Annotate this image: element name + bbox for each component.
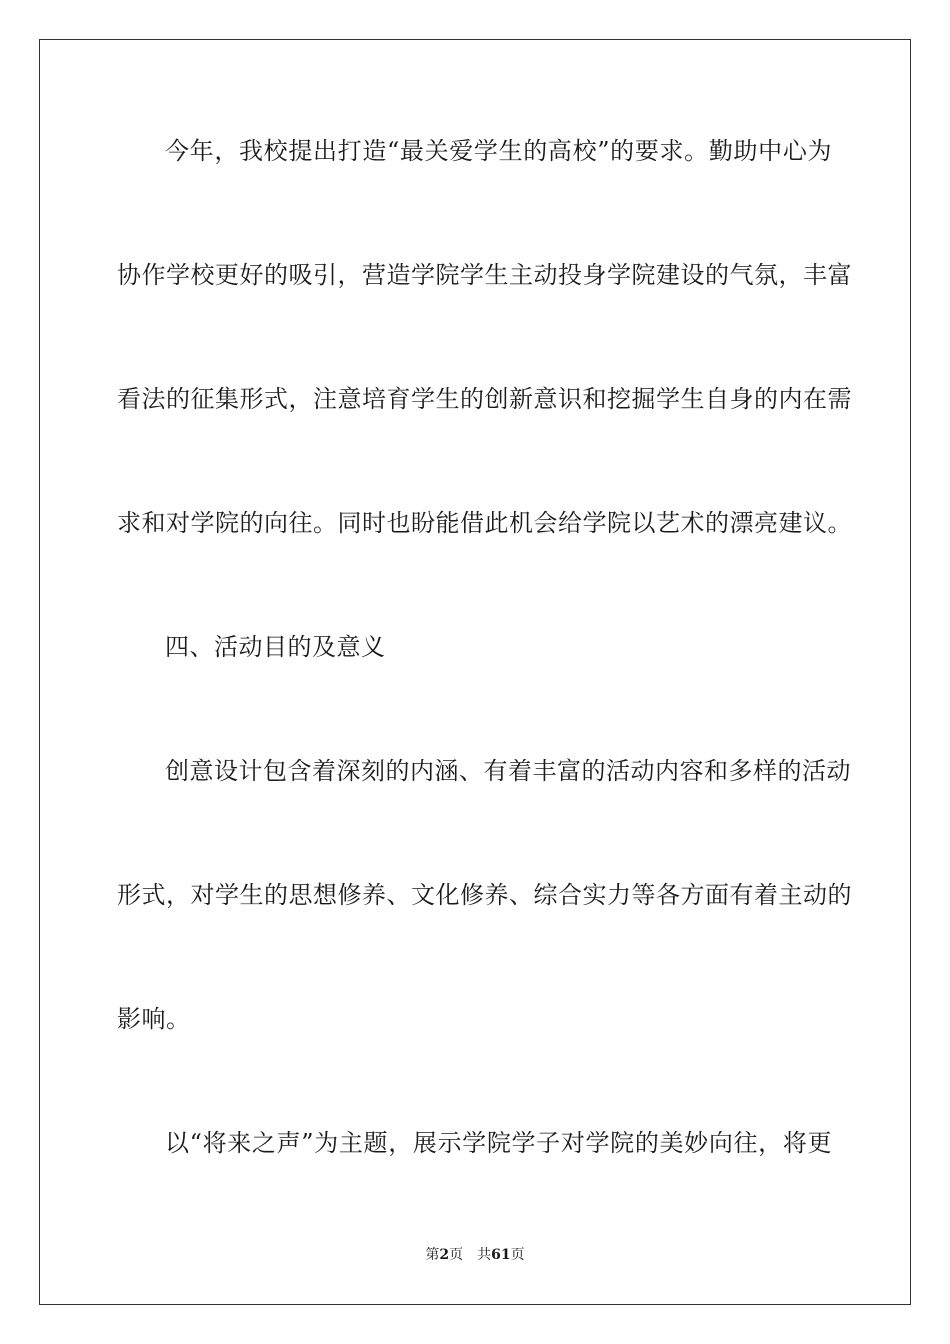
paragraph-line-1: 今年，我校提出打造“最关爱学生的高校”的要求。勤助中心为 [165,137,832,165]
paragraph-line-2: 协作学校更好的吸引，营造学院学生主动投身学院建设的气氛，丰富 [117,261,852,289]
footer-page-suffix: 页 [449,1247,464,1263]
footer-total-pages: 61 [491,1247,511,1263]
page-footer [0,1245,950,1265]
footer-total-prefix: 共 [477,1247,492,1263]
footer-page-number: 2 [439,1247,450,1263]
footer-page-prefix: 第 [425,1247,440,1263]
paragraph-line-8: 以“将来之声”为主题，展示学院学子对学院的美妙向往，将更 [165,1129,832,1157]
section-heading: 四、活动目的及意义 [165,633,386,661]
paragraph-line-3: 看法的征集形式，注意培育学生的创新意识和挖掘学生自身的内在需 [117,385,852,413]
page-border [39,39,911,1305]
paragraph-line-6: 形式，对学生的思想修养、文化修养、综合实力等各方面有着主动的 [117,881,852,909]
footer-total-suffix: 页 [510,1247,525,1263]
paragraph-line-5: 创意设计包含着深刻的内涵、有着丰富的活动内容和多样的活动 [165,757,851,785]
paragraph-line-4: 求和对学院的向往。同时也盼能借此机会给学院以艺术的漂亮建议。 [117,509,852,537]
paragraph-line-7: 影响。 [117,1005,191,1033]
